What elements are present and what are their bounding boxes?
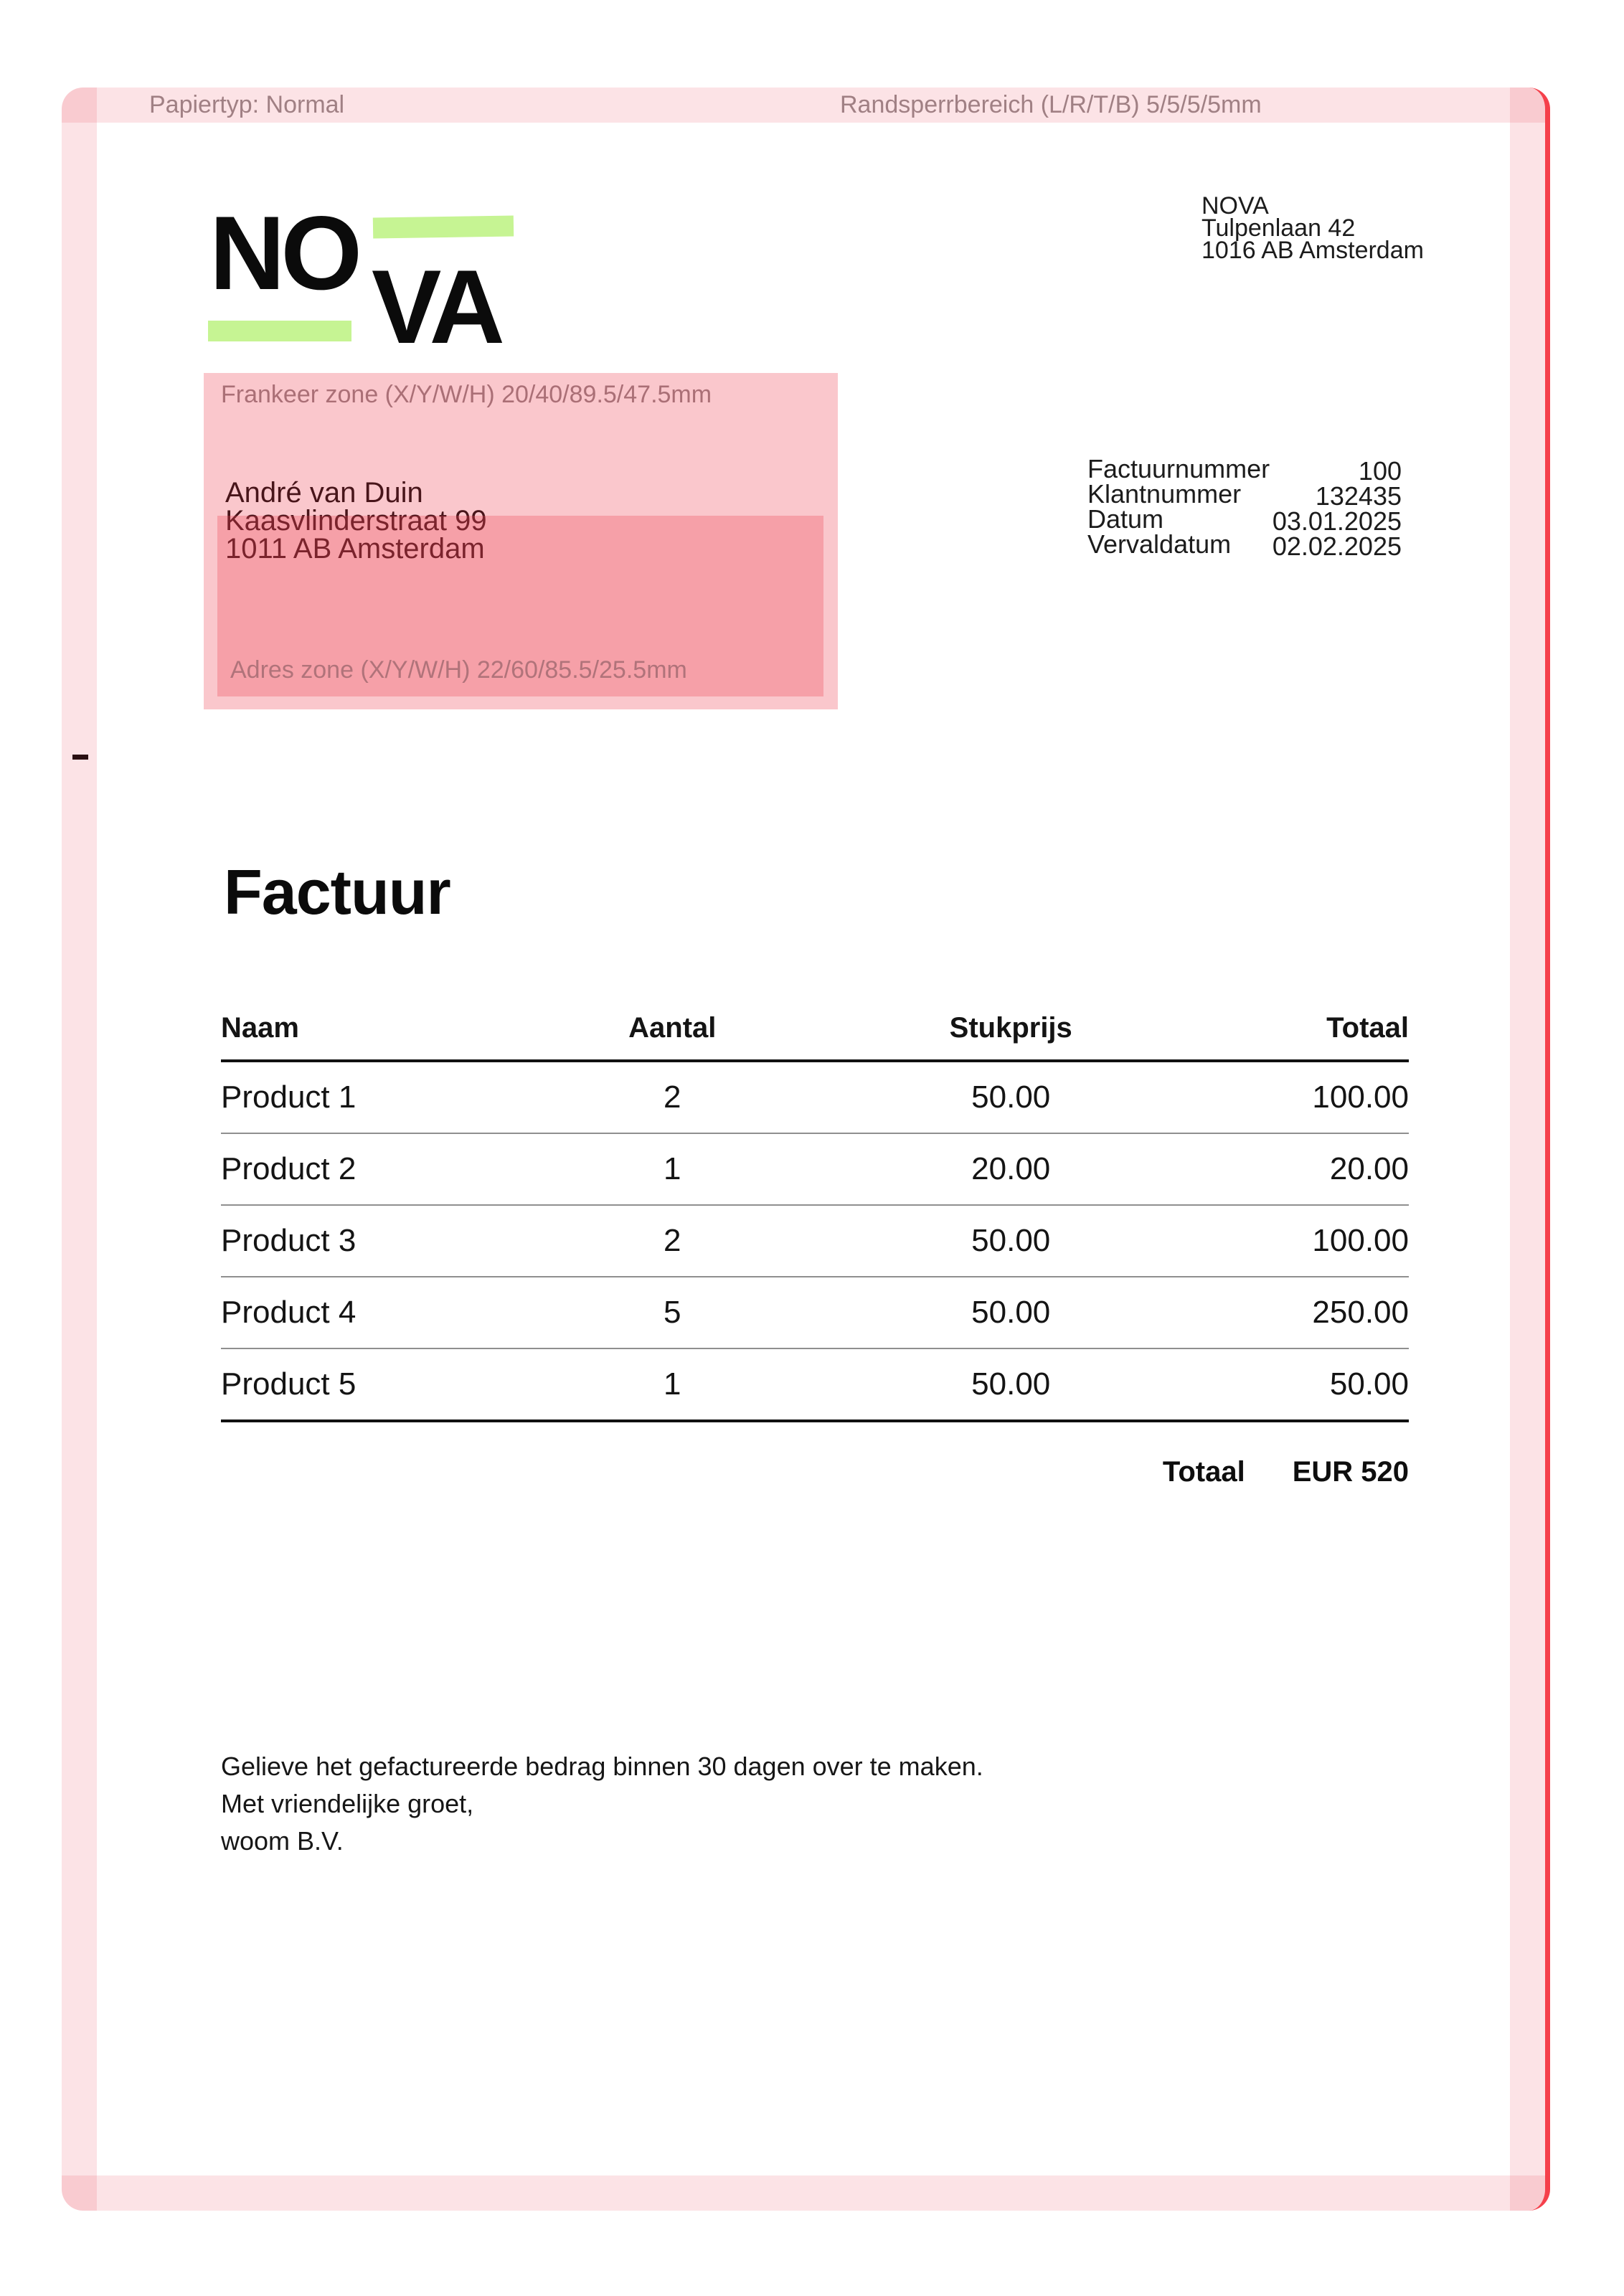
invoice-title: Factuur [224, 856, 450, 927]
totals-label: Totaal [1162, 1456, 1245, 1488]
margin-band-bottom [62, 2175, 1545, 2211]
footer-line-greeting: Met vriendelijke groet, [221, 1789, 474, 1818]
cell-total: 100.00 [1312, 1223, 1409, 1258]
table-row [221, 1206, 1409, 1277]
cell-total: 50.00 [1329, 1366, 1409, 1402]
adres-zone-overlay [217, 516, 823, 696]
nova-logo-part-no: NO [209, 194, 358, 311]
cell-name: Product 1 [221, 1080, 357, 1115]
table-header-totaal: Totaal [1326, 1012, 1409, 1044]
invoice-items-table [221, 1014, 1409, 1422]
cell-qty: 5 [664, 1295, 681, 1330]
meta-value: 100 [1358, 456, 1402, 486]
cell-qty: 1 [664, 1366, 681, 1402]
footer-note [221, 1748, 983, 1860]
totals-value: EUR 520 [1292, 1456, 1409, 1488]
meta-value: 03.01.2025 [1272, 506, 1402, 536]
cell-total: 250.00 [1312, 1295, 1409, 1330]
table-header-aantal: Aantal [628, 1012, 717, 1044]
nova-logo-part-va: VA [372, 248, 501, 365]
sender-city: 1016 AB Amsterdam [1202, 237, 1424, 264]
cell-qty: 1 [664, 1151, 681, 1186]
cell-qty: 2 [664, 1223, 681, 1258]
edge-lock-area-label: Randsperrbereich (L/R/T/B) 5/5/5/5mm [840, 91, 1262, 118]
cell-name: Product 4 [221, 1295, 357, 1330]
footer-line-company: woom B.V. [221, 1826, 344, 1856]
table-row [221, 1134, 1409, 1206]
logo-green-bar-top [373, 215, 514, 238]
table-row [221, 1349, 1409, 1422]
table-header-naam: Naam [221, 1012, 299, 1044]
cell-price: 50.00 [971, 1295, 1051, 1330]
meta-row-datum [1087, 504, 1402, 536]
adres-zone-label: Adres zone (X/Y/W/H) 22/60/85.5/25.5mm [230, 656, 687, 684]
sender-street: Tulpenlaan 42 [1202, 214, 1356, 242]
cell-price: 50.00 [971, 1366, 1051, 1402]
sender-name: NOVA [1202, 192, 1269, 219]
table-row [221, 1062, 1409, 1134]
recipient-street: Kaasvlinderstraat 99 [225, 505, 487, 537]
frankeer-zone-label: Frankeer zone (X/Y/W/H) 20/40/89.5/47.5mm [221, 381, 712, 408]
cell-price: 20.00 [971, 1151, 1051, 1186]
cell-name: Product 2 [221, 1151, 357, 1186]
paper-type-label: Papiertyp: Normal [149, 91, 345, 118]
table-row [221, 1277, 1409, 1349]
cell-qty: 2 [664, 1080, 681, 1115]
margin-band-left [62, 88, 97, 2211]
margin-band-right [1510, 88, 1545, 2211]
table-header-row [221, 1014, 1409, 1042]
meta-label: Factuurnummer [1087, 454, 1270, 483]
cell-total: 100.00 [1312, 1080, 1409, 1115]
table-header-stukprijs: Stukprijs [949, 1012, 1072, 1044]
meta-row-factuurnummer [1087, 454, 1402, 486]
logo-green-bar-bottom [208, 321, 351, 341]
totals-row [221, 1458, 1409, 1486]
recipient-city: 1011 AB Amsterdam [225, 533, 485, 564]
meta-row-vervaldatum [1087, 529, 1402, 561]
cell-total: 20.00 [1329, 1151, 1409, 1186]
fold-mark [72, 755, 88, 760]
invoice-page [62, 88, 1550, 2211]
cell-name: Product 3 [221, 1223, 357, 1258]
meta-value: 132435 [1315, 481, 1402, 511]
meta-label: Vervaldatum [1087, 529, 1232, 559]
invoice-meta-block [1087, 454, 1402, 561]
recipient-name: André van Duin [225, 477, 423, 509]
sender-address-block [1202, 192, 1424, 264]
meta-row-klantnummer [1087, 479, 1402, 511]
meta-label: Klantnummer [1087, 479, 1242, 509]
meta-label: Datum [1087, 504, 1164, 534]
cell-price: 50.00 [971, 1223, 1051, 1258]
meta-value: 02.02.2025 [1272, 532, 1402, 561]
cell-price: 50.00 [971, 1080, 1051, 1115]
footer-line-payment-terms: Gelieve het gefactureerde bedrag binnen 30 dagen over te maken. [221, 1752, 983, 1781]
cell-name: Product 5 [221, 1366, 357, 1402]
